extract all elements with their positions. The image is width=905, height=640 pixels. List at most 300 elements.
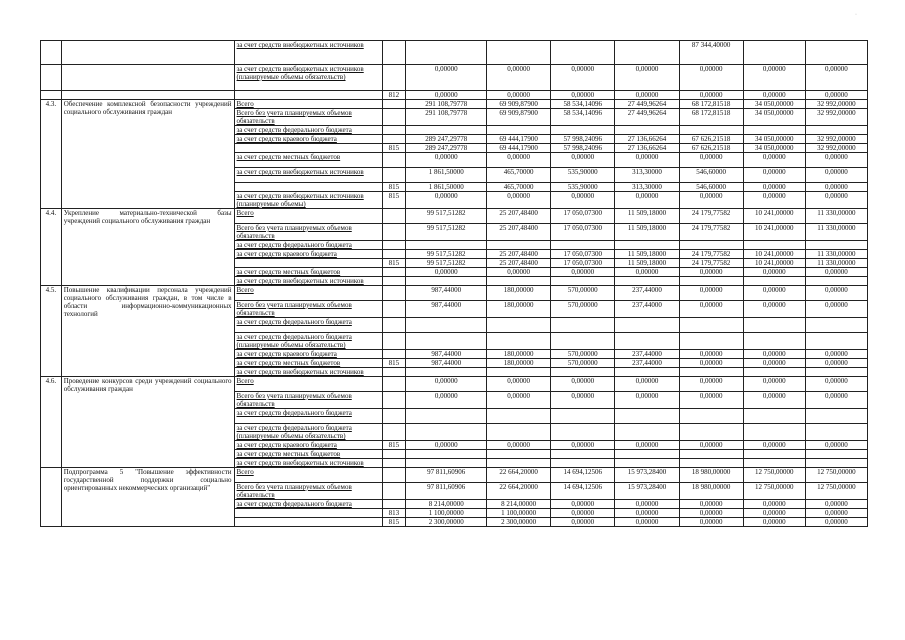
empty-cell bbox=[382, 268, 406, 277]
empty-cell bbox=[805, 333, 867, 350]
cell-total: 99 517,51282 bbox=[406, 209, 487, 224]
cell-y2: 570,00000 bbox=[551, 350, 615, 359]
empty-cell bbox=[743, 424, 805, 441]
cell-y4: 0,00000 bbox=[679, 441, 743, 450]
cell-source: за счет средств федерального бюджета (планируемые объемы обязательств) bbox=[234, 333, 382, 350]
cell-y2: 0,00000 bbox=[551, 268, 615, 277]
table-row bbox=[41, 286, 868, 301]
cell-y2: 0,00000 bbox=[551, 500, 615, 509]
empty-cell bbox=[551, 424, 615, 441]
cell-y6: 11 330,00000 bbox=[805, 224, 867, 241]
cell-y3: 0,00000 bbox=[615, 192, 679, 209]
cell-y6: 0,00000 bbox=[805, 500, 867, 509]
cell-y2: 535,90000 bbox=[551, 168, 615, 183]
cell-total: 291 108,79778 bbox=[406, 100, 487, 109]
empty-cell bbox=[743, 277, 805, 286]
empty-cell bbox=[41, 65, 62, 91]
empty-cell bbox=[615, 277, 679, 286]
cell-y2: 0,00000 bbox=[551, 518, 615, 527]
cell-y3: 11 509,18000 bbox=[615, 224, 679, 241]
empty-cell bbox=[382, 318, 406, 333]
cell-total: 987,44000 bbox=[406, 350, 487, 359]
cell-y2: 17 050,07300 bbox=[551, 259, 615, 268]
empty-cell bbox=[406, 459, 487, 468]
cell-y1: 69 909,87900 bbox=[487, 100, 551, 109]
cell-source: за счет средств краевого бюджета bbox=[234, 441, 382, 450]
cell-y5: 0,00000 bbox=[743, 500, 805, 509]
cell-source: за счет средств местных бюджетов bbox=[234, 268, 382, 277]
cell-y1: 2 300,00000 bbox=[487, 518, 551, 527]
cell-y5: 0,00000 bbox=[743, 350, 805, 359]
cell-y5: 0,00000 bbox=[743, 286, 805, 301]
cell-source: Всего bbox=[234, 100, 382, 109]
empty-cell bbox=[743, 318, 805, 333]
empty-cell bbox=[41, 41, 62, 65]
empty-cell bbox=[382, 224, 406, 241]
empty-cell bbox=[615, 409, 679, 424]
cell-y3: 237,44000 bbox=[615, 301, 679, 318]
empty-cell bbox=[551, 126, 615, 135]
cell-y4: 87 344,40000 bbox=[679, 41, 743, 65]
empty-cell bbox=[805, 126, 867, 135]
cell-y6: 0,00000 bbox=[805, 183, 867, 192]
cell-source: Всего bbox=[234, 286, 382, 301]
cell-y4: 24 179,77582 bbox=[679, 250, 743, 259]
empty-cell bbox=[382, 100, 406, 109]
cell-source: за счет средств внебюджетных источников bbox=[234, 368, 382, 377]
cell-y2: 570,00000 bbox=[551, 359, 615, 368]
cell-y5: 0,00000 bbox=[743, 377, 805, 392]
cell-y1: 0,00000 bbox=[487, 392, 551, 409]
cell-y3: 15 973,28400 bbox=[615, 483, 679, 500]
empty-cell bbox=[679, 459, 743, 468]
cell-source: за счет средств федерального бюджета bbox=[234, 500, 382, 509]
cell-code: 815 bbox=[382, 192, 406, 209]
cell-y4: 0,00000 bbox=[679, 192, 743, 209]
budget-table bbox=[40, 40, 868, 527]
cell-code: 815 bbox=[382, 183, 406, 192]
cell-y6: 0,00000 bbox=[805, 509, 867, 518]
cell-y2: 58 534,14096 bbox=[551, 100, 615, 109]
cell-y4: 0,00000 bbox=[679, 500, 743, 509]
cell-y3: 0,00000 bbox=[615, 153, 679, 168]
empty-cell bbox=[805, 41, 867, 65]
cell-total: 987,44000 bbox=[406, 301, 487, 318]
cell-y4: 0,00000 bbox=[679, 153, 743, 168]
cell-y3: 0,00000 bbox=[615, 441, 679, 450]
cell-y3: 0,00000 bbox=[615, 518, 679, 527]
cell-y5: 10 241,00000 bbox=[743, 224, 805, 241]
cell-source: Всего без учета планируемых объемов обязательств bbox=[234, 392, 382, 409]
cell-index: 4.3. bbox=[41, 100, 62, 209]
empty-cell bbox=[805, 241, 867, 250]
cell-source: за счет средств краевого бюджета bbox=[234, 135, 382, 144]
cell-total: 1 861,50000 bbox=[406, 168, 487, 183]
cell-total: 99 517,51282 bbox=[406, 250, 487, 259]
cell-y6: 12 750,00000 bbox=[805, 468, 867, 483]
cell-y5: 0,00000 bbox=[743, 168, 805, 183]
cell-y5: 0,00000 bbox=[743, 192, 805, 209]
cell-total: 289 247,29778 bbox=[406, 135, 487, 144]
cell-y6: 0,00000 bbox=[805, 377, 867, 392]
empty-cell bbox=[615, 368, 679, 377]
cell-y2: 570,00000 bbox=[551, 301, 615, 318]
empty-cell bbox=[743, 368, 805, 377]
cell-y4: 0,00000 bbox=[679, 301, 743, 318]
empty-cell bbox=[743, 409, 805, 424]
cell-y2: 17 050,07300 bbox=[551, 250, 615, 259]
cell-y2: 0,00000 bbox=[551, 509, 615, 518]
empty-cell bbox=[234, 518, 382, 527]
cell-total: 0,00000 bbox=[406, 377, 487, 392]
cell-y1: 0,00000 bbox=[487, 153, 551, 168]
cell-y6: 0,00000 bbox=[805, 268, 867, 277]
empty-cell bbox=[382, 368, 406, 377]
cell-total: 1 100,00000 bbox=[406, 509, 487, 518]
cell-y5: 34 050,00000 bbox=[743, 109, 805, 126]
empty-cell bbox=[551, 409, 615, 424]
cell-y1: 69 444,17900 bbox=[487, 135, 551, 144]
cell-source: за счет средств внебюджетных источников bbox=[234, 41, 382, 65]
empty-cell bbox=[382, 277, 406, 286]
empty-cell bbox=[382, 65, 406, 91]
cell-y4: 0,00000 bbox=[679, 392, 743, 409]
cell-y4: 0,00000 bbox=[679, 65, 743, 91]
empty-cell bbox=[805, 277, 867, 286]
cell-y5: 0,00000 bbox=[743, 268, 805, 277]
cell-code: 815 bbox=[382, 518, 406, 527]
cell-total: 97 811,60906 bbox=[406, 468, 487, 483]
empty-cell bbox=[382, 135, 406, 144]
cell-total: 2 300,00000 bbox=[406, 518, 487, 527]
cell-y3: 0,00000 bbox=[615, 509, 679, 518]
empty-cell bbox=[382, 500, 406, 509]
cell-y6: 11 330,00000 bbox=[805, 259, 867, 268]
cell-y4: 0,00000 bbox=[679, 268, 743, 277]
cell-total: 0,00000 bbox=[406, 268, 487, 277]
empty-cell bbox=[382, 459, 406, 468]
empty-cell bbox=[551, 333, 615, 350]
empty-cell bbox=[487, 409, 551, 424]
empty-cell bbox=[406, 318, 487, 333]
cell-y3: 237,44000 bbox=[615, 286, 679, 301]
cell-source: за счет средств федерального бюджета bbox=[234, 409, 382, 424]
cell-index bbox=[41, 468, 62, 527]
cell-y4: 24 179,77582 bbox=[679, 224, 743, 241]
empty-cell bbox=[406, 333, 487, 350]
empty-cell bbox=[679, 450, 743, 459]
cell-source: за счет средств федерального бюджета bbox=[234, 318, 382, 333]
cell-y5: 34 050,00000 bbox=[743, 100, 805, 109]
cell-y2: 0,00000 bbox=[551, 441, 615, 450]
cell-source: за счет средств федерального бюджета bbox=[234, 241, 382, 250]
cell-y6: 0,00000 bbox=[805, 91, 867, 100]
cell-total: 0,00000 bbox=[406, 392, 487, 409]
cell-y1: 180,00000 bbox=[487, 286, 551, 301]
empty-cell bbox=[487, 424, 551, 441]
cell-y6: 0,00000 bbox=[805, 392, 867, 409]
cell-y6: 32 992,00000 bbox=[805, 100, 867, 109]
empty-cell bbox=[234, 259, 382, 268]
cell-y4: 0,00000 bbox=[679, 350, 743, 359]
cell-y6: 0,00000 bbox=[805, 350, 867, 359]
empty-cell bbox=[234, 91, 382, 100]
cell-total: 99 517,51282 bbox=[406, 224, 487, 241]
cell-y4: 24 179,77582 bbox=[679, 209, 743, 224]
empty-cell bbox=[743, 459, 805, 468]
empty-cell bbox=[406, 126, 487, 135]
cell-total: 0,00000 bbox=[406, 91, 487, 100]
cell-y2: 58 534,14096 bbox=[551, 109, 615, 126]
cell-y4: 0,00000 bbox=[679, 286, 743, 301]
cell-source: за счет средств федерального бюджета bbox=[234, 126, 382, 135]
cell-total: 99 517,51282 bbox=[406, 259, 487, 268]
cell-y3: 11 509,18000 bbox=[615, 259, 679, 268]
cell-y5: 0,00000 bbox=[743, 359, 805, 368]
empty-cell bbox=[679, 424, 743, 441]
cell-y1: 465,70000 bbox=[487, 183, 551, 192]
cell-total: 0,00000 bbox=[406, 192, 487, 209]
cell-y3: 27 449,96264 bbox=[615, 109, 679, 126]
cell-y2: 0,00000 bbox=[551, 377, 615, 392]
cell-y2: 57 998,24096 bbox=[551, 144, 615, 153]
empty-cell bbox=[551, 450, 615, 459]
empty-cell bbox=[487, 368, 551, 377]
cell-source: Всего bbox=[234, 377, 382, 392]
cell-y1: 180,00000 bbox=[487, 301, 551, 318]
empty-cell bbox=[679, 241, 743, 250]
cell-y3: 11 509,18000 bbox=[615, 250, 679, 259]
cell-total: 291 108,79778 bbox=[406, 109, 487, 126]
table-row bbox=[41, 65, 868, 91]
cell-y2: 17 050,07300 bbox=[551, 209, 615, 224]
cell-y6: 12 750,00000 bbox=[805, 483, 867, 500]
cell-code: 815 bbox=[382, 144, 406, 153]
cell-total: 289 247,29778 bbox=[406, 144, 487, 153]
cell-y1: 22 664,20000 bbox=[487, 483, 551, 500]
empty-cell bbox=[615, 333, 679, 350]
empty-cell bbox=[41, 91, 62, 100]
cell-code: 812 bbox=[382, 91, 406, 100]
cell-source: за счет средств внебюджетных источников bbox=[234, 277, 382, 286]
empty-cell bbox=[382, 250, 406, 259]
cell-y1: 22 664,20000 bbox=[487, 468, 551, 483]
cell-y5: 0,00000 bbox=[743, 65, 805, 91]
cell-source: за счет средств местных бюджетов bbox=[234, 153, 382, 168]
empty-cell bbox=[487, 459, 551, 468]
cell-y4: 0,00000 bbox=[679, 91, 743, 100]
cell-source: Всего без учета планируемых объемов обязательств bbox=[234, 483, 382, 500]
empty-cell bbox=[61, 65, 234, 91]
cell-y2: 57 998,24096 bbox=[551, 135, 615, 144]
empty-cell bbox=[406, 450, 487, 459]
cell-y3: 27 136,66264 bbox=[615, 144, 679, 153]
empty-cell bbox=[406, 41, 487, 65]
cell-total: 0,00000 bbox=[406, 153, 487, 168]
cell-y6: 11 330,00000 bbox=[805, 209, 867, 224]
cell-code: 813 bbox=[382, 509, 406, 518]
cell-source: за счет средств внебюджетных источников (планируемые объемы обязательств) bbox=[234, 65, 382, 91]
cell-y2: 0,00000 bbox=[551, 153, 615, 168]
cell-y5: 12 750,00000 bbox=[743, 468, 805, 483]
empty-cell bbox=[615, 450, 679, 459]
empty-cell bbox=[551, 277, 615, 286]
cell-y3: 0,00000 bbox=[615, 91, 679, 100]
empty-cell bbox=[805, 459, 867, 468]
cell-y5: 34 050,00000 bbox=[743, 144, 805, 153]
cell-y4: 18 980,00000 bbox=[679, 468, 743, 483]
budget-table-body bbox=[41, 41, 868, 527]
empty-cell bbox=[551, 368, 615, 377]
cell-y4: 546,60000 bbox=[679, 183, 743, 192]
cell-y1: 465,70000 bbox=[487, 168, 551, 183]
cell-y6: 0,00000 bbox=[805, 65, 867, 91]
cell-source: за счет средств краевого бюджета bbox=[234, 250, 382, 259]
cell-source: за счет средств внебюджетных источников bbox=[234, 459, 382, 468]
empty-cell bbox=[406, 241, 487, 250]
cell-y4: 0,00000 bbox=[679, 509, 743, 518]
empty-cell bbox=[551, 459, 615, 468]
cell-source: Всего без учета планируемых объемов обязательств bbox=[234, 301, 382, 318]
cell-y4: 0,00000 bbox=[679, 518, 743, 527]
empty-cell bbox=[743, 241, 805, 250]
cell-y1: 0,00000 bbox=[487, 65, 551, 91]
cell-y6: 0,00000 bbox=[805, 359, 867, 368]
empty-cell bbox=[382, 241, 406, 250]
cell-y5: 10 241,00000 bbox=[743, 209, 805, 224]
cell-y6: 0,00000 bbox=[805, 286, 867, 301]
cell-total: 0,00000 bbox=[406, 65, 487, 91]
cell-y1: 1 100,00000 bbox=[487, 509, 551, 518]
empty-cell bbox=[487, 277, 551, 286]
cell-total: 8 214,00000 bbox=[406, 500, 487, 509]
cell-y3: 27 136,66264 bbox=[615, 135, 679, 144]
cell-y3: 313,30000 bbox=[615, 168, 679, 183]
cell-y5: 0,00000 bbox=[743, 153, 805, 168]
empty-cell bbox=[382, 450, 406, 459]
empty-cell bbox=[61, 41, 234, 65]
cell-y3: 237,44000 bbox=[615, 350, 679, 359]
empty-cell bbox=[679, 277, 743, 286]
cell-source: за счет средств краевого бюджета bbox=[234, 350, 382, 359]
cell-y1: 0,00000 bbox=[487, 192, 551, 209]
empty-cell bbox=[382, 409, 406, 424]
corner-mark: · bbox=[855, 12, 857, 18]
cell-y6: 32 992,00000 bbox=[805, 109, 867, 126]
cell-y4: 67 626,21518 bbox=[679, 135, 743, 144]
cell-y1: 69 909,87900 bbox=[487, 109, 551, 126]
empty-cell bbox=[679, 409, 743, 424]
cell-total: 987,44000 bbox=[406, 359, 487, 368]
cell-index: 4.6. bbox=[41, 377, 62, 468]
empty-cell bbox=[382, 153, 406, 168]
cell-y5: 0,00000 bbox=[743, 441, 805, 450]
empty-cell bbox=[61, 91, 234, 100]
empty-cell bbox=[406, 409, 487, 424]
cell-y5: 10 241,00000 bbox=[743, 259, 805, 268]
cell-y5: 0,00000 bbox=[743, 183, 805, 192]
cell-y6: 11 330,00000 bbox=[805, 250, 867, 259]
cell-source: Всего без учета планируемых объемов обязательств bbox=[234, 109, 382, 126]
cell-source: Всего bbox=[234, 468, 382, 483]
cell-y2: 17 050,07300 bbox=[551, 224, 615, 241]
cell-source: за счет средств федерального бюджета (планируемые объемы обязательств) bbox=[234, 424, 382, 441]
cell-y2: 570,00000 bbox=[551, 286, 615, 301]
cell-y5: 0,00000 bbox=[743, 392, 805, 409]
cell-name: Подпрограмма 5 "Повышение эффективности государственной поддержки социально ориентированных некоммерческих организаций" bbox=[61, 468, 234, 527]
empty-cell bbox=[551, 41, 615, 65]
cell-source: за счет средств внебюджетных источников bbox=[234, 168, 382, 183]
empty-cell bbox=[679, 368, 743, 377]
cell-y2: 0,00000 bbox=[551, 192, 615, 209]
cell-y3: 0,00000 bbox=[615, 377, 679, 392]
empty-cell bbox=[382, 41, 406, 65]
empty-cell bbox=[234, 144, 382, 153]
cell-y3: 313,30000 bbox=[615, 183, 679, 192]
cell-y4: 67 626,21518 bbox=[679, 144, 743, 153]
empty-cell bbox=[487, 41, 551, 65]
cell-y6: 0,00000 bbox=[805, 168, 867, 183]
empty-cell bbox=[382, 209, 406, 224]
cell-y6: 0,00000 bbox=[805, 441, 867, 450]
cell-y3: 27 449,96264 bbox=[615, 100, 679, 109]
empty-cell bbox=[382, 301, 406, 318]
empty-cell bbox=[487, 333, 551, 350]
empty-cell bbox=[615, 41, 679, 65]
table-row bbox=[41, 377, 868, 392]
empty-cell bbox=[615, 318, 679, 333]
empty-cell bbox=[551, 318, 615, 333]
cell-source: за счет средств местных бюджетов bbox=[234, 359, 382, 368]
cell-y1: 180,00000 bbox=[487, 359, 551, 368]
cell-y4: 68 172,81518 bbox=[679, 100, 743, 109]
cell-total: 97 811,60906 bbox=[406, 483, 487, 500]
empty-cell bbox=[487, 241, 551, 250]
cell-source: Всего bbox=[234, 209, 382, 224]
cell-y1: 25 207,48400 bbox=[487, 259, 551, 268]
empty-cell bbox=[234, 183, 382, 192]
empty-cell bbox=[487, 126, 551, 135]
empty-cell bbox=[805, 368, 867, 377]
cell-name: Повышение квалификации персонала учреждений социального обслуживания граждан, в том числе в области информационно-коммуникационных технологий bbox=[61, 286, 234, 377]
cell-y2: 0,00000 bbox=[551, 392, 615, 409]
empty-cell bbox=[743, 41, 805, 65]
cell-y2: 0,00000 bbox=[551, 65, 615, 91]
cell-y2: 14 694,12506 bbox=[551, 468, 615, 483]
empty-cell bbox=[382, 350, 406, 359]
empty-cell bbox=[743, 333, 805, 350]
cell-y6: 0,00000 bbox=[805, 192, 867, 209]
empty-cell bbox=[406, 424, 487, 441]
cell-y5: 10 241,00000 bbox=[743, 250, 805, 259]
cell-index: 4.4. bbox=[41, 209, 62, 286]
empty-cell bbox=[382, 377, 406, 392]
empty-cell bbox=[805, 450, 867, 459]
empty-cell bbox=[615, 241, 679, 250]
cell-y1: 0,00000 bbox=[487, 268, 551, 277]
cell-y5: 0,00000 bbox=[743, 518, 805, 527]
empty-cell bbox=[406, 277, 487, 286]
cell-code: 815 bbox=[382, 259, 406, 268]
cell-y3: 0,00000 bbox=[615, 268, 679, 277]
empty-cell bbox=[487, 318, 551, 333]
cell-y4: 0,00000 bbox=[679, 377, 743, 392]
cell-y6: 0,00000 bbox=[805, 518, 867, 527]
cell-index: 4.5. bbox=[41, 286, 62, 377]
cell-total: 987,44000 bbox=[406, 286, 487, 301]
cell-y6: 0,00000 bbox=[805, 153, 867, 168]
cell-y4: 546,60000 bbox=[679, 168, 743, 183]
